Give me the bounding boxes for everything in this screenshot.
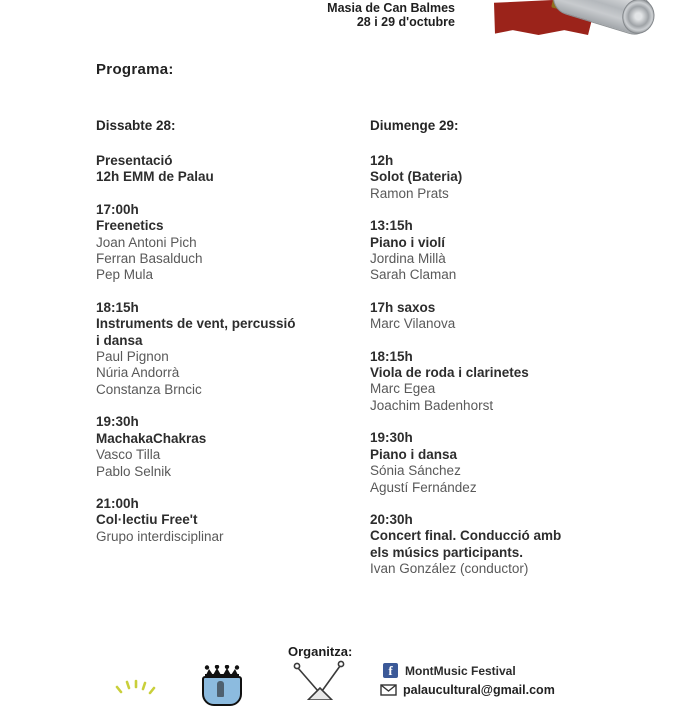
program-event <box>370 512 670 578</box>
event-title-line: els músics participants. <box>370 544 524 560</box>
event-title-line: Concert final. Conducció amb <box>370 528 562 544</box>
crest-shield <box>202 676 242 706</box>
performer-name: Pablo Selnik <box>96 463 172 479</box>
event-title-line: 20:30h <box>370 511 413 527</box>
envelope-icon <box>380 684 397 696</box>
performer-name: Grupo interdisciplinar <box>96 528 224 544</box>
program-event <box>96 153 370 186</box>
event-title-line: Instruments de vent, percussió <box>96 316 296 332</box>
day-heading: Diumenge 29: <box>370 118 459 133</box>
facebook-name: MontMusic Festival <box>405 663 516 678</box>
page-title: Programa: <box>96 61 174 78</box>
event-title-line: Col·lectiu Free't <box>96 512 198 528</box>
program-event <box>370 218 670 284</box>
performer-name: Joachim Badenhorst <box>370 397 494 413</box>
performer-name: Sónia Sánchez <box>370 463 461 479</box>
roll-end-cap <box>618 0 659 38</box>
program-event <box>370 153 670 202</box>
organizer-label: Organitza: <box>288 644 353 659</box>
performer-name: Marc Vilanova <box>370 316 456 332</box>
event-title-line: 18:15h <box>370 348 413 364</box>
program-event <box>96 300 370 398</box>
program-columns <box>96 117 670 594</box>
email-row <box>380 683 555 697</box>
event-title-line: 17:00h <box>96 201 139 217</box>
cloth-and-roll-illustration <box>488 0 658 48</box>
performer-name: Vasco Tilla <box>96 447 161 463</box>
program-event <box>96 496 370 545</box>
performer-name: Joan Antoni Pich <box>96 234 197 250</box>
performer-name: Marc Egea <box>370 381 436 397</box>
event-title-line: 12h <box>370 153 394 168</box>
town-crest-logo <box>201 665 243 706</box>
event-title-line: Viola de roda i clarinetes <box>370 365 529 381</box>
performer-name: Núria Andorrà <box>96 365 180 381</box>
performer-name: Agustí Fernández <box>370 479 477 495</box>
performer-name: Pep Mula <box>96 267 154 283</box>
event-title-line: Solot (Bateria) <box>370 169 463 185</box>
performer-name: Ramon Prats <box>370 185 449 201</box>
day-heading: Dissabte 28: <box>96 118 176 133</box>
program-column-saturday <box>96 117 370 594</box>
event-title-line: Presentació <box>96 153 173 168</box>
header-venue-dates <box>215 1 455 29</box>
performer-name: Jordina Millà <box>370 251 446 267</box>
event-title-line: Freenetics <box>96 218 164 234</box>
event-title-line: 19:30h <box>370 430 413 446</box>
antenna-icon <box>291 660 349 705</box>
performer-name: Ferran Basalduch <box>96 251 203 267</box>
event-title-line: MachakaChakras <box>96 430 207 446</box>
performer-name: Sarah Claman <box>370 267 457 283</box>
program-column-sunday <box>370 117 670 594</box>
program-event <box>96 202 370 284</box>
event-title-line: 19:30h <box>96 414 139 430</box>
performer-name: Paul Pignon <box>96 349 169 365</box>
event-dates: 28 i 29 d'octubre <box>356 15 455 29</box>
event-title-line: 17h saxos <box>370 299 436 315</box>
venue-name: Masia de Can Balmes <box>327 1 455 15</box>
performer-name: Ivan González (conductor) <box>370 561 529 577</box>
event-title-line: 12h EMM de Palau <box>96 169 214 185</box>
email-address: palaucultural@gmail.com <box>403 683 555 697</box>
program-event <box>370 349 670 415</box>
facebook-icon: f <box>383 663 398 678</box>
facebook-row <box>383 663 516 678</box>
program-event <box>96 414 370 480</box>
event-title-line: Piano i violí <box>370 234 446 250</box>
event-title-line: 21:00h <box>96 495 139 511</box>
event-title-line: 18:15h <box>96 299 139 315</box>
program-event <box>370 430 670 496</box>
sunburst-logo <box>105 676 165 701</box>
event-title-line: Piano i dansa <box>370 446 458 462</box>
event-title-line: 13:15h <box>370 218 413 234</box>
event-title-line: i dansa <box>96 332 143 348</box>
program-event <box>370 300 670 333</box>
crest-emblem <box>217 681 224 697</box>
performer-name: Constanza Brncic <box>96 381 202 397</box>
